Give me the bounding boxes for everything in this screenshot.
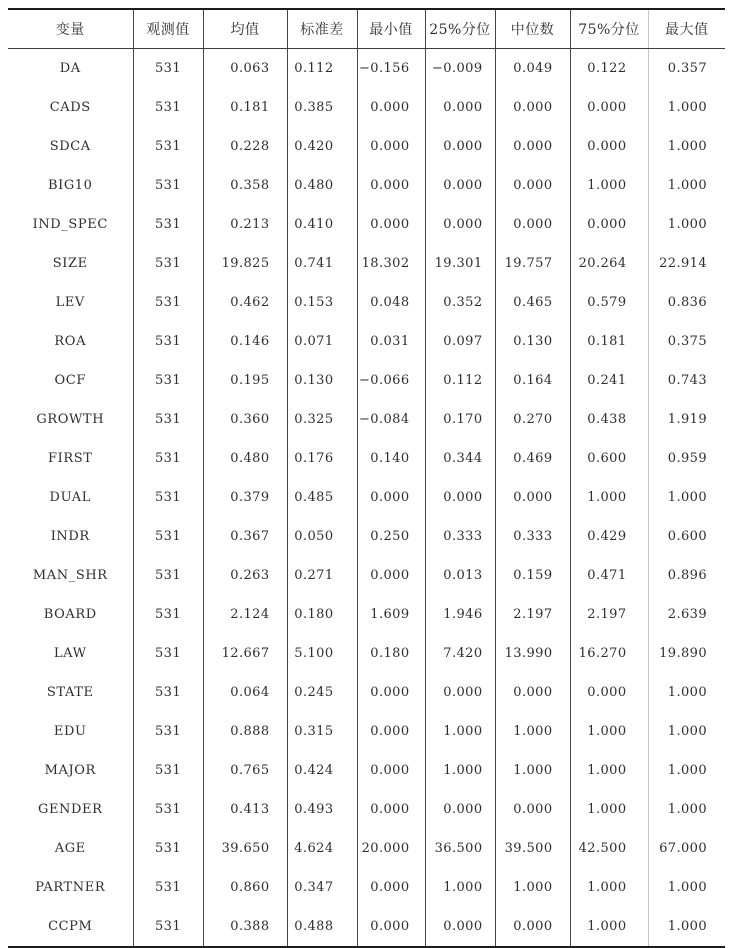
table-cell: 0.000 bbox=[425, 205, 495, 244]
table-row bbox=[8, 595, 725, 634]
table-cell: 0.743 bbox=[667, 373, 707, 388]
table-cell: 1.000 bbox=[570, 478, 648, 517]
table-row bbox=[8, 361, 725, 400]
table-cell: 531 bbox=[133, 868, 203, 907]
table-cell: 0.000 bbox=[357, 478, 425, 517]
row-label: LAW bbox=[8, 634, 133, 673]
table-cell: 0.049 bbox=[495, 49, 570, 89]
table-cell: 0.181 bbox=[203, 88, 287, 127]
table-cell: 1.000 bbox=[425, 868, 495, 907]
row-label: ROA bbox=[8, 322, 133, 361]
table-cell: 2.639 bbox=[667, 607, 707, 622]
table-cell: 531 bbox=[133, 556, 203, 595]
table-cell: 0.176 bbox=[287, 439, 357, 478]
table-cell: 0.000 bbox=[425, 907, 495, 947]
table-cell: 0.469 bbox=[495, 439, 570, 478]
table-cell: 0.438 bbox=[570, 400, 648, 439]
table-cell: 1.919 bbox=[667, 412, 707, 427]
table-cell: 2.197 bbox=[570, 595, 648, 634]
table-cell: −0.009 bbox=[425, 49, 495, 89]
table-cell: 0.600 bbox=[570, 439, 648, 478]
table-row bbox=[8, 790, 725, 829]
table-cell: 0.245 bbox=[287, 673, 357, 712]
table-cell: 0.159 bbox=[495, 556, 570, 595]
column-header: 观测值 bbox=[133, 9, 203, 49]
row-label: SIZE bbox=[8, 244, 133, 283]
table-row bbox=[8, 556, 725, 595]
table-cell: 1.000 bbox=[667, 178, 707, 193]
table-cell: 1.000 bbox=[570, 751, 648, 790]
table-cell: 531 bbox=[133, 790, 203, 829]
table-row bbox=[8, 88, 725, 127]
table-cell: 1.000 bbox=[667, 880, 707, 895]
table-cell: 12.667 bbox=[203, 634, 287, 673]
table-cell: 19.825 bbox=[203, 244, 287, 283]
table-cell: 0.153 bbox=[287, 283, 357, 322]
table-cell: 531 bbox=[133, 751, 203, 790]
table-cell: 0.471 bbox=[570, 556, 648, 595]
column-header: 中位数 bbox=[495, 9, 570, 49]
table-cell: 0.360 bbox=[203, 400, 287, 439]
table-header bbox=[8, 9, 725, 49]
table-row bbox=[8, 829, 725, 868]
table-cell: 0.263 bbox=[203, 556, 287, 595]
table-cell: 0.325 bbox=[287, 400, 357, 439]
row-label: BIG10 bbox=[8, 166, 133, 205]
table-cell: 531 bbox=[133, 673, 203, 712]
table-cell: 0.352 bbox=[425, 283, 495, 322]
row-label: AGE bbox=[8, 829, 133, 868]
table-cell: 531 bbox=[133, 478, 203, 517]
table-row bbox=[8, 166, 725, 205]
table-cell: 0.000 bbox=[357, 907, 425, 947]
column-header: 均值 bbox=[203, 9, 287, 49]
table-cell: 531 bbox=[133, 361, 203, 400]
table-cell: 1.000 bbox=[495, 751, 570, 790]
table-cell: 0.000 bbox=[357, 673, 425, 712]
table-cell: 1.000 bbox=[570, 907, 648, 947]
table-cell: 531 bbox=[133, 829, 203, 868]
table-cell: 22.914 bbox=[659, 256, 707, 271]
table-cell: 0.000 bbox=[495, 478, 570, 517]
row-label: CCPM bbox=[8, 907, 133, 947]
table-cell: 0.031 bbox=[357, 322, 425, 361]
table-cell: 0.195 bbox=[203, 361, 287, 400]
table-cell: 0.000 bbox=[357, 751, 425, 790]
table-cell: 531 bbox=[133, 400, 203, 439]
column-header: 最大值 bbox=[648, 9, 725, 49]
row-label: EDU bbox=[8, 712, 133, 751]
table-cell: 0.480 bbox=[287, 166, 357, 205]
summary-statistics-section bbox=[8, 8, 733, 948]
row-label: PARTNER bbox=[8, 868, 133, 907]
table-cell: 42.500 bbox=[570, 829, 648, 868]
table-cell: 0.000 bbox=[495, 790, 570, 829]
table-row bbox=[8, 322, 725, 361]
table-cell: 0.063 bbox=[203, 49, 287, 89]
table-cell: 0.420 bbox=[287, 127, 357, 166]
row-label: INDR bbox=[8, 517, 133, 556]
table-cell: 0.140 bbox=[357, 439, 425, 478]
table-cell: 39.500 bbox=[495, 829, 570, 868]
table-cell: 0.000 bbox=[570, 673, 648, 712]
table-cell: 0.600 bbox=[667, 529, 707, 544]
table-cell: 0.429 bbox=[570, 517, 648, 556]
table-cell: 0.000 bbox=[495, 205, 570, 244]
table-cell: 2.124 bbox=[203, 595, 287, 634]
table-cell: 0.000 bbox=[357, 205, 425, 244]
column-header: 最小值 bbox=[357, 9, 425, 49]
table-cell: 2.197 bbox=[495, 595, 570, 634]
table-cell: 13.990 bbox=[495, 634, 570, 673]
table-cell: 531 bbox=[133, 244, 203, 283]
table-cell: 0.112 bbox=[425, 361, 495, 400]
table-cell: 0.000 bbox=[425, 166, 495, 205]
table-row bbox=[8, 634, 725, 673]
table-cell: 531 bbox=[133, 49, 203, 89]
table-cell: 0.270 bbox=[495, 400, 570, 439]
table-cell: 1.609 bbox=[357, 595, 425, 634]
row-label: LEV bbox=[8, 283, 133, 322]
table-cell: 531 bbox=[133, 439, 203, 478]
table-cell: 0.170 bbox=[425, 400, 495, 439]
row-label: SDCA bbox=[8, 127, 133, 166]
table-cell: 1.000 bbox=[667, 100, 707, 115]
table-cell: 20.000 bbox=[357, 829, 425, 868]
table-cell: 1.000 bbox=[570, 166, 648, 205]
table-cell: −0.066 bbox=[357, 361, 425, 400]
table-cell: 0.375 bbox=[667, 334, 707, 349]
table-cell: 0.765 bbox=[203, 751, 287, 790]
table-cell: 0.146 bbox=[203, 322, 287, 361]
table-cell: 0.000 bbox=[495, 166, 570, 205]
row-label: DUAL bbox=[8, 478, 133, 517]
table-cell: 0.579 bbox=[570, 283, 648, 322]
table-row bbox=[8, 400, 725, 439]
row-label: FIRST bbox=[8, 439, 133, 478]
table-cell: 0.000 bbox=[357, 127, 425, 166]
table-cell: 0.000 bbox=[425, 673, 495, 712]
table-cell: 0.413 bbox=[203, 790, 287, 829]
column-header: 变量 bbox=[8, 9, 133, 49]
table-cell: 0.000 bbox=[357, 868, 425, 907]
table-cell: 0.493 bbox=[287, 790, 357, 829]
table-cell: 19.301 bbox=[425, 244, 495, 283]
table-cell: 0.896 bbox=[667, 568, 707, 583]
table-cell: 39.650 bbox=[203, 829, 287, 868]
row-label: DA bbox=[8, 49, 133, 89]
table-row bbox=[8, 907, 725, 947]
table-cell: 0.488 bbox=[287, 907, 357, 947]
table-row bbox=[8, 205, 725, 244]
table-cell: 0.424 bbox=[287, 751, 357, 790]
table-cell: 0.000 bbox=[357, 556, 425, 595]
table-cell: 0.344 bbox=[425, 439, 495, 478]
table-cell: 0.097 bbox=[425, 322, 495, 361]
table-cell: −0.156 bbox=[357, 49, 425, 89]
table-cell: 0.180 bbox=[357, 634, 425, 673]
table-cell: 0.367 bbox=[203, 517, 287, 556]
table-cell: 0.480 bbox=[203, 439, 287, 478]
table-cell: 0.241 bbox=[570, 361, 648, 400]
row-label: GROWTH bbox=[8, 400, 133, 439]
table-cell: 0.228 bbox=[203, 127, 287, 166]
table-cell: 0.000 bbox=[357, 712, 425, 751]
table-cell: 1.000 bbox=[667, 919, 707, 934]
table-cell: 0.112 bbox=[287, 49, 357, 89]
table-row bbox=[8, 751, 725, 790]
table-cell: 0.181 bbox=[570, 322, 648, 361]
row-label: MAN_SHR bbox=[8, 556, 133, 595]
table-cell: 0.860 bbox=[203, 868, 287, 907]
table-cell: 36.500 bbox=[425, 829, 495, 868]
table-cell: 0.741 bbox=[287, 244, 357, 283]
summary-statistics-table bbox=[8, 8, 725, 948]
table-cell: 1.000 bbox=[495, 712, 570, 751]
table-cell: 0.000 bbox=[570, 127, 648, 166]
table-row bbox=[8, 517, 725, 556]
table-cell: 20.264 bbox=[570, 244, 648, 283]
column-header: 标准差 bbox=[287, 9, 357, 49]
table-cell: 1.000 bbox=[667, 217, 707, 232]
table-cell: 1.000 bbox=[570, 868, 648, 907]
column-header: 75%分位 bbox=[570, 9, 648, 49]
table-cell: 1.000 bbox=[667, 139, 707, 154]
table-cell: 531 bbox=[133, 322, 203, 361]
table-cell: 1.000 bbox=[667, 763, 707, 778]
table-row bbox=[8, 868, 725, 907]
table-cell: 0.000 bbox=[570, 205, 648, 244]
table-cell: 0.333 bbox=[425, 517, 495, 556]
table-cell: 0.357 bbox=[667, 61, 707, 76]
table-cell: 0.000 bbox=[425, 790, 495, 829]
table-cell: 0.050 bbox=[287, 517, 357, 556]
row-label: IND_SPEC bbox=[8, 205, 133, 244]
table-cell: 531 bbox=[133, 517, 203, 556]
table-row bbox=[8, 127, 725, 166]
table-cell: 0.333 bbox=[495, 517, 570, 556]
table-row bbox=[8, 712, 725, 751]
table-cell: 0.130 bbox=[287, 361, 357, 400]
table-cell: 0.064 bbox=[203, 673, 287, 712]
table-cell: 531 bbox=[133, 595, 203, 634]
table-cell: 1.000 bbox=[425, 751, 495, 790]
table-cell: 531 bbox=[133, 166, 203, 205]
table-cell: 0.465 bbox=[495, 283, 570, 322]
table-cell: 0.180 bbox=[287, 595, 357, 634]
table-cell: 0.485 bbox=[287, 478, 357, 517]
table-cell: 0.000 bbox=[357, 88, 425, 127]
row-label: STATE bbox=[8, 673, 133, 712]
row-label: CADS bbox=[8, 88, 133, 127]
table-cell: 0.959 bbox=[667, 451, 707, 466]
row-label: OCF bbox=[8, 361, 133, 400]
table-cell: 1.000 bbox=[495, 868, 570, 907]
table-row bbox=[8, 49, 725, 89]
table-cell: 0.000 bbox=[495, 673, 570, 712]
table-cell: 0.000 bbox=[495, 907, 570, 947]
table-cell: 0.410 bbox=[287, 205, 357, 244]
table-cell: 0.000 bbox=[495, 127, 570, 166]
table-cell: 531 bbox=[133, 205, 203, 244]
table-cell: 0.000 bbox=[495, 88, 570, 127]
table-cell: 0.379 bbox=[203, 478, 287, 517]
table-cell: 1.000 bbox=[570, 712, 648, 751]
table-cell: 0.888 bbox=[203, 712, 287, 751]
table-cell: 1.000 bbox=[570, 790, 648, 829]
table-cell: 0.388 bbox=[203, 907, 287, 947]
table-cell: 1.000 bbox=[425, 712, 495, 751]
table-cell: 1.946 bbox=[425, 595, 495, 634]
table-cell: 7.420 bbox=[425, 634, 495, 673]
table-cell: 0.250 bbox=[357, 517, 425, 556]
table-cell: 18.302 bbox=[357, 244, 425, 283]
table-row bbox=[8, 673, 725, 712]
row-label: BOARD bbox=[8, 595, 133, 634]
table-cell: 0.000 bbox=[425, 478, 495, 517]
table-cell: 0.836 bbox=[667, 295, 707, 310]
table-cell: 0.213 bbox=[203, 205, 287, 244]
table-cell: −0.084 bbox=[357, 400, 425, 439]
table-cell: 0.071 bbox=[287, 322, 357, 361]
table-cell: 0.130 bbox=[495, 322, 570, 361]
table-cell: 0.347 bbox=[287, 868, 357, 907]
table-cell: 531 bbox=[133, 634, 203, 673]
table-row bbox=[8, 478, 725, 517]
table-cell: 0.048 bbox=[357, 283, 425, 322]
table-cell: 0.122 bbox=[570, 49, 648, 89]
table-cell: 0.164 bbox=[495, 361, 570, 400]
table-cell: 0.000 bbox=[357, 166, 425, 205]
table-cell: 0.000 bbox=[425, 127, 495, 166]
table-cell: 531 bbox=[133, 127, 203, 166]
table-cell: 0.000 bbox=[425, 88, 495, 127]
table-cell: 531 bbox=[133, 283, 203, 322]
row-label: MAJOR bbox=[8, 751, 133, 790]
table-cell: 531 bbox=[133, 88, 203, 127]
table-cell: 0.315 bbox=[287, 712, 357, 751]
table-cell: 0.013 bbox=[425, 556, 495, 595]
column-header: 25%分位 bbox=[425, 9, 495, 49]
table-cell: 0.358 bbox=[203, 166, 287, 205]
table-cell: 0.271 bbox=[287, 556, 357, 595]
table-cell: 1.000 bbox=[667, 685, 707, 700]
table-cell: 531 bbox=[133, 712, 203, 751]
table-cell: 67.000 bbox=[659, 841, 707, 856]
table-cell: 1.000 bbox=[667, 490, 707, 505]
table-row bbox=[8, 244, 725, 283]
header-row bbox=[8, 9, 725, 49]
table-cell: 16.270 bbox=[570, 634, 648, 673]
table-cell: 19.757 bbox=[495, 244, 570, 283]
row-label: GENDER bbox=[8, 790, 133, 829]
table-cell: 531 bbox=[133, 907, 203, 947]
table-cell: 0.000 bbox=[570, 88, 648, 127]
table-cell: 1.000 bbox=[667, 802, 707, 817]
table-cell: 0.462 bbox=[203, 283, 287, 322]
table-body bbox=[8, 49, 725, 948]
table-cell: 19.890 bbox=[659, 646, 707, 661]
table-cell: 1.000 bbox=[667, 724, 707, 739]
table-row bbox=[8, 439, 725, 478]
table-cell: 0.000 bbox=[357, 790, 425, 829]
table-row bbox=[8, 283, 725, 322]
table-cell: 4.624 bbox=[287, 829, 357, 868]
table-cell: 5.100 bbox=[287, 634, 357, 673]
table-cell: 0.385 bbox=[287, 88, 357, 127]
